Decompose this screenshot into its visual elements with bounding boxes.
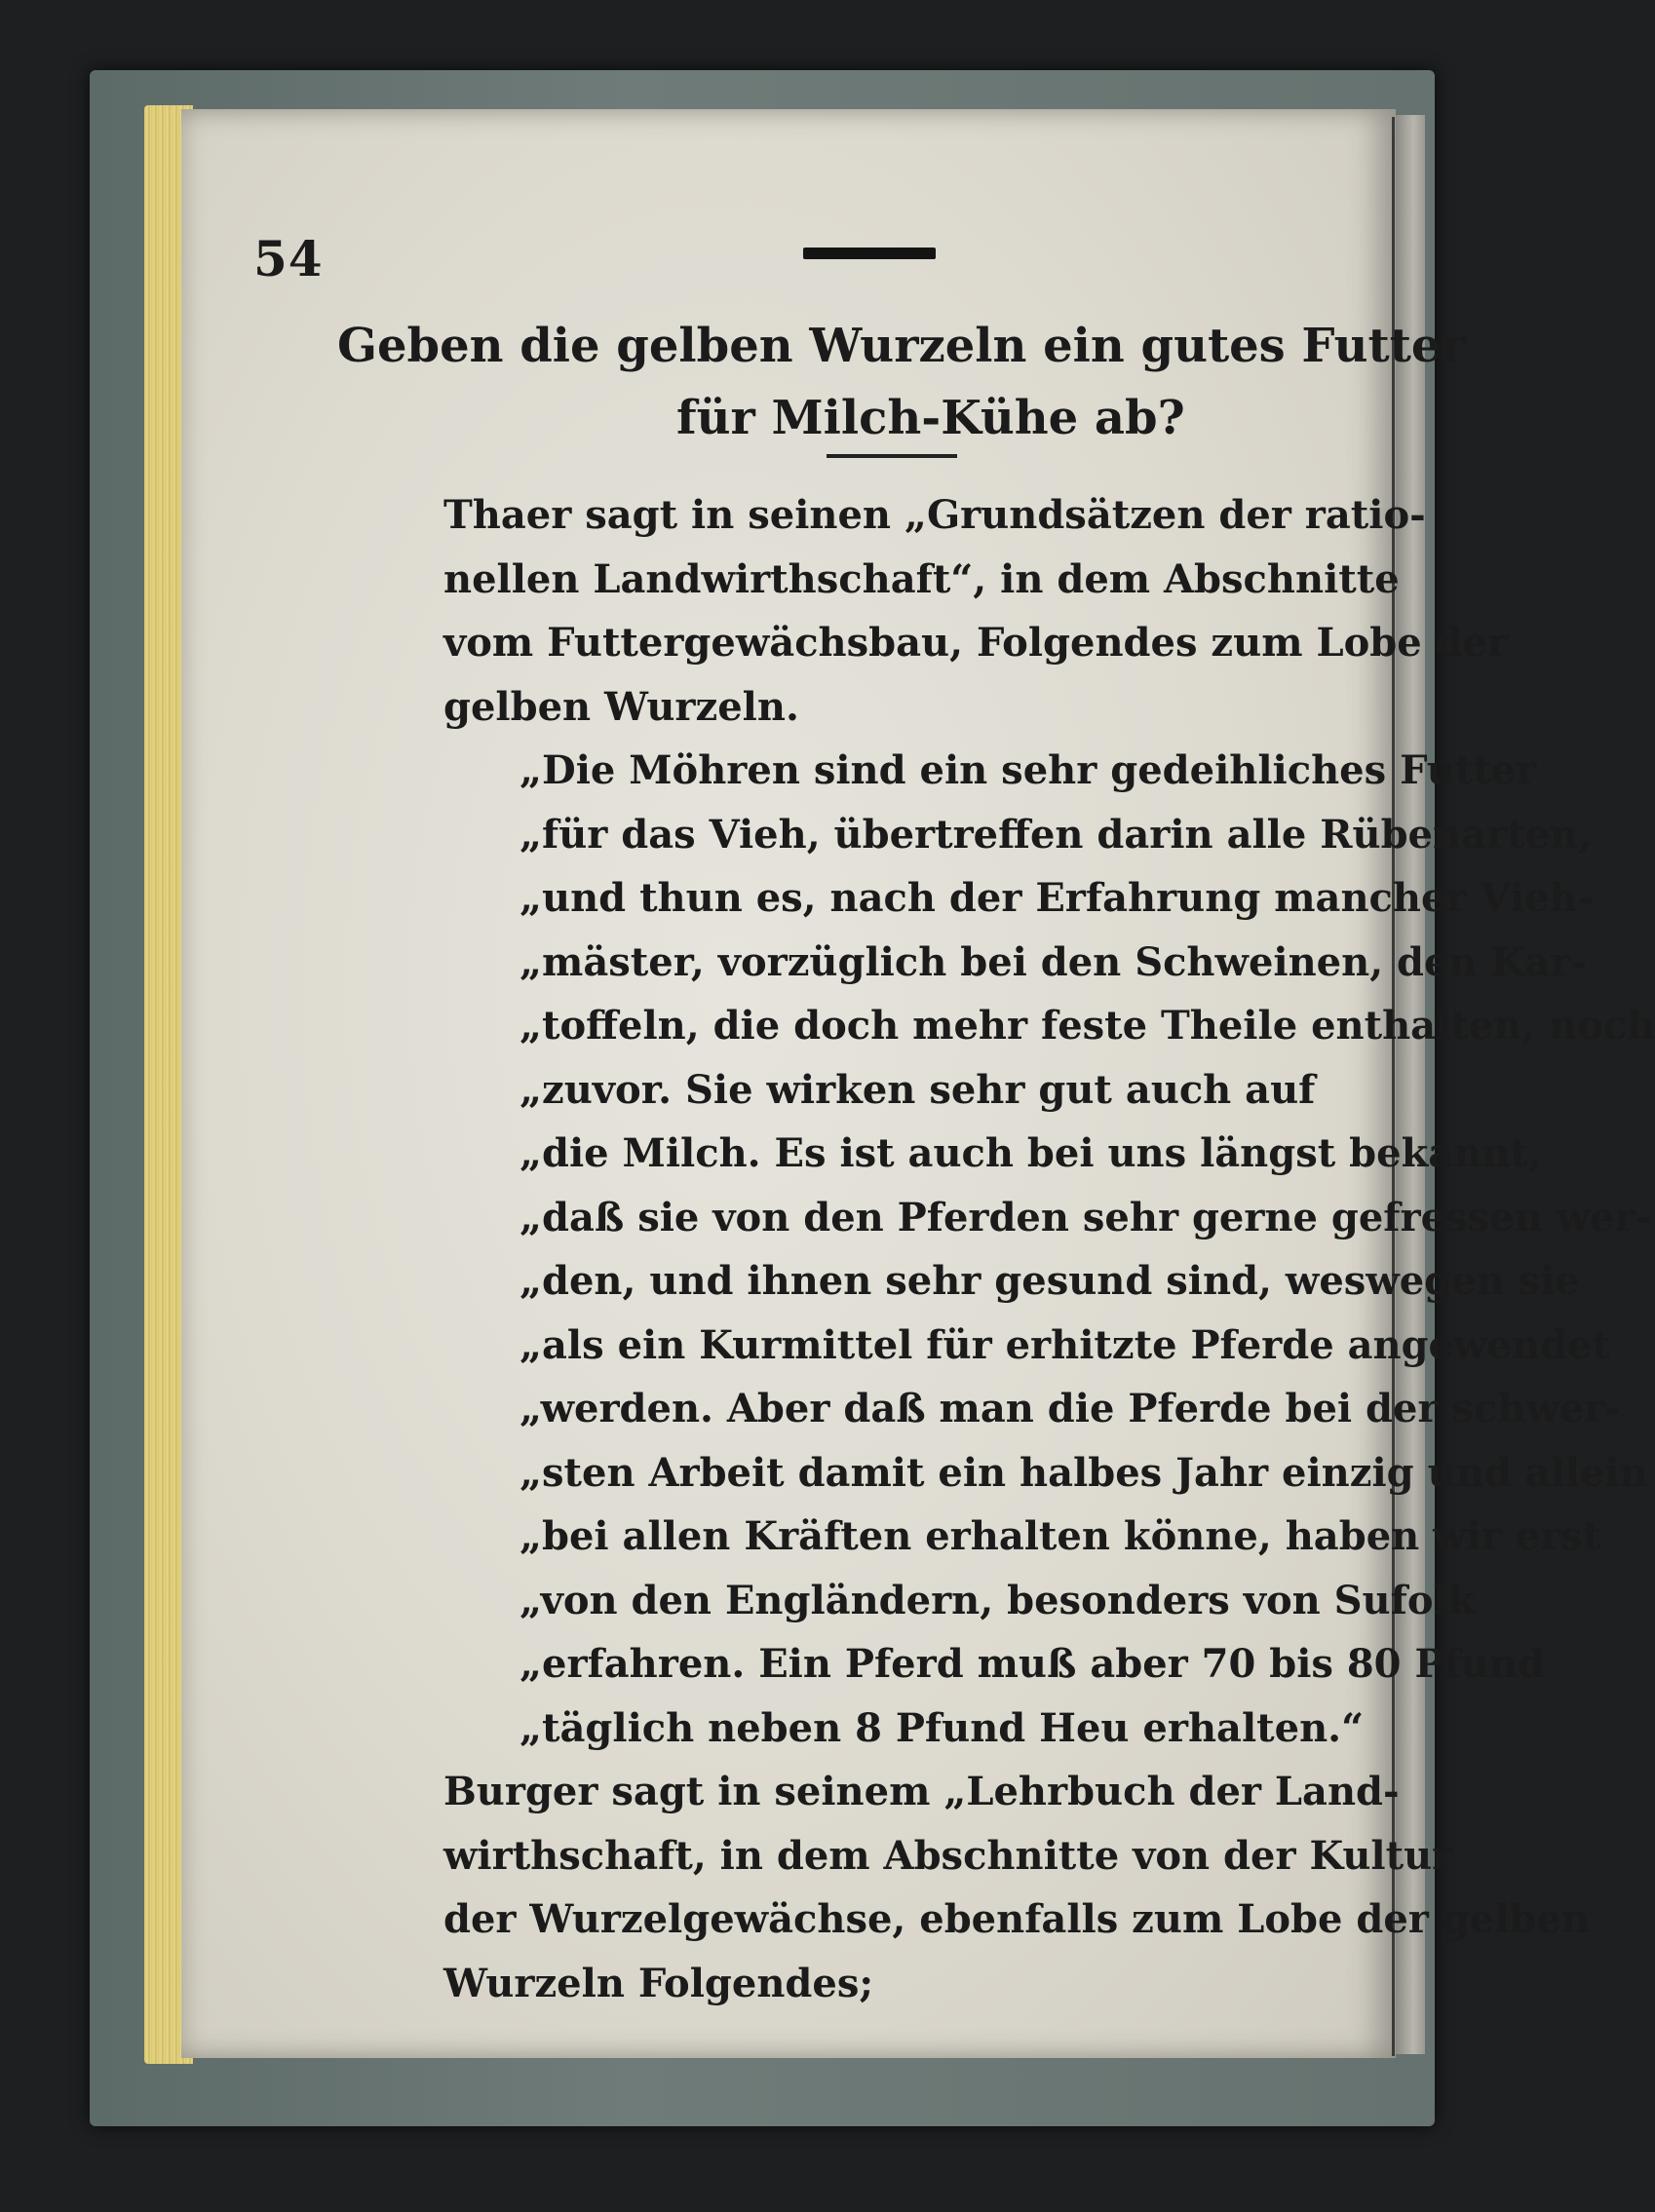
text-line: „toffeln, die doch mehr feste Theile enthalten, noch <box>520 1003 1655 1049</box>
text-line: Wurzeln Folgendes; <box>443 1960 874 2006</box>
text-line: „täglich neben 8 Pfund Heu erhalten.“ <box>520 1704 1365 1751</box>
text-line: wirthschaft, in dem Abschnitte von der Kultur <box>443 1832 1453 1879</box>
text-line: „die Milch. Es ist auch bei uns längst bekannt, <box>520 1130 1542 1176</box>
section-heading <box>337 310 1466 454</box>
text-line: der Wurzelgewächse, ebenfalls zum Lobe der gelben <box>443 1896 1590 1942</box>
text-line: „als ein Kurmittel für erhitzte Pferde angewendet <box>520 1321 1610 1368</box>
text-line: „von den Engländern, besonders von Sufolk <box>520 1577 1476 1623</box>
text-line: „Die Möhren sind ein sehr gedeihliches Futter <box>520 747 1537 793</box>
text-line: „und thun es, nach der Erfahrung mancher Vieh- <box>520 875 1595 921</box>
body-text <box>443 483 1655 2015</box>
heading-line: für Milch-Kühe ab? <box>676 391 1185 445</box>
text-line: „erfahren. Ein Pferd muß aber 70 bis 80 Pfund <box>520 1641 1545 1687</box>
text-line: „für das Vieh, übertreffen darin alle Rübenarten, <box>520 811 1592 858</box>
text-line: „bei allen Kräften erhalten könne, haben wir erst <box>520 1513 1601 1559</box>
text-line: „werden. Aber daß man die Pferde bei der schwer- <box>520 1386 1621 1431</box>
text-line: „den, und ihnen sehr gesund sind, weswegen sie <box>520 1258 1580 1304</box>
text-line: „zuvor. Sie wirken sehr gut auch auf <box>520 1066 1316 1113</box>
text-line: Burger sagt in seinem „Lehrbuch der Land- <box>443 1769 1400 1814</box>
text-line: gelben Wurzeln. <box>443 683 799 730</box>
text-line: „mäster, vorzüglich bei den Schweinen, den Kar- <box>520 938 1587 985</box>
text-line: „sten Arbeit damit ein halbes Jahr einzig und allein <box>520 1449 1648 1496</box>
heading-divider <box>827 454 957 458</box>
text-line: vom Futtergewächsbau, Folgendes zum Lobe der <box>443 620 1509 666</box>
heading-line: Geben die gelben Wurzeln ein gutes Futter <box>337 319 1466 373</box>
page-number: 54 <box>253 230 324 287</box>
text-line: Thaer sagt in seinen „Grundsätzen der ratio- <box>443 492 1426 538</box>
text-line: „daß sie von den Pferden sehr gerne gefressen wer- <box>520 1194 1652 1240</box>
text-line: nellen Landwirthschaft“, in dem Abschnitte <box>443 555 1400 602</box>
header-ornament-rule <box>803 248 936 259</box>
